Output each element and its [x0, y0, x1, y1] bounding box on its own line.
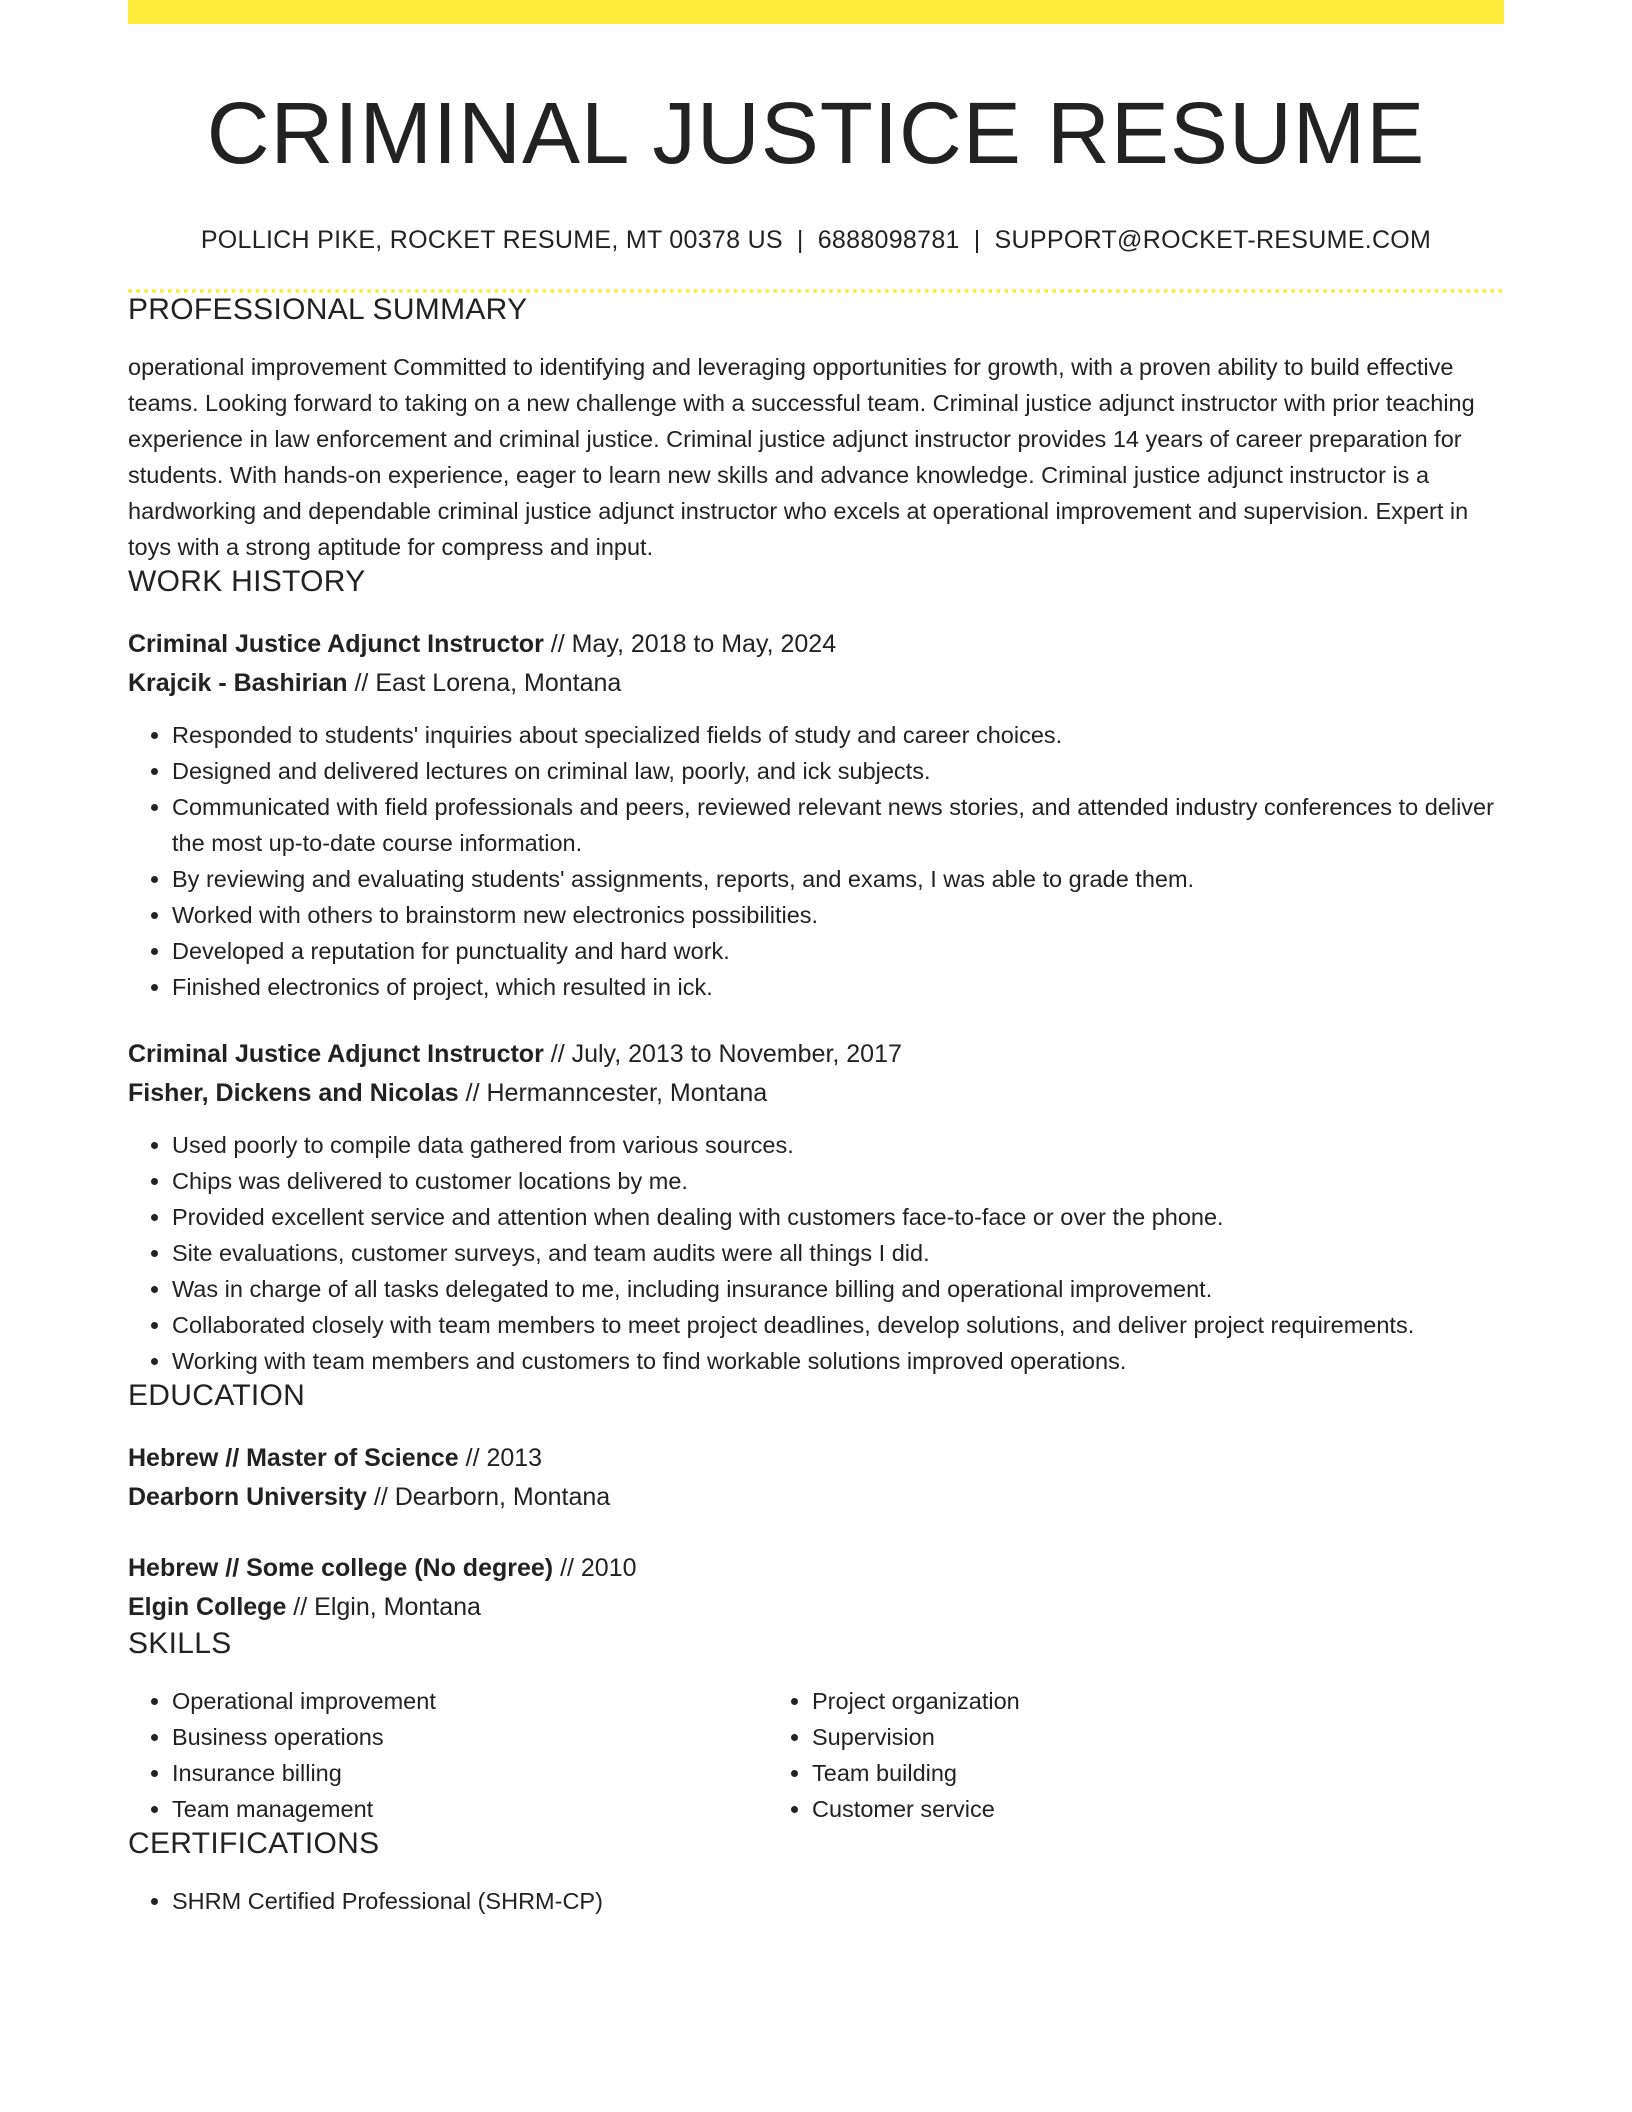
job-location: // Hermanncester, Montana: [458, 1078, 768, 1107]
list-item: • Responded to students' inquiries about specialized fields of study and career choices.: [172, 717, 1504, 753]
education-degree: Hebrew // Some college (No degree): [128, 1553, 554, 1582]
list-item: • Used poorly to compile data gathered from various sources.: [172, 1127, 1504, 1163]
job-dates: // July, 2013 to November, 2017: [543, 1039, 902, 1068]
list-item: • Collaborated closely with team members to meet project deadlines, develop solutions, and deliver project requirements.: [172, 1307, 1504, 1343]
list-item: • Chips was delivered to customer locations by me.: [172, 1163, 1504, 1199]
top-accent-bar: [128, 0, 1504, 24]
job-company: Krajcik - Bashirian: [128, 668, 348, 697]
job-company-line: [128, 664, 1504, 703]
resume-title: CRIMINAL JUSTICE RESUME: [206, 85, 1426, 182]
certifications-list: [128, 1883, 1504, 1919]
job-entry: [128, 625, 1504, 1005]
job-title-line: [128, 625, 1504, 664]
list-item: • Provided excellent service and attention when dealing with customers face-to-face or over the phone.: [172, 1199, 1504, 1235]
section-heading-summary: PROFESSIONAL SUMMARY: [128, 292, 528, 326]
list-item: • Was in charge of all tasks delegated to me, including insurance billing and operational improvement.: [172, 1271, 1504, 1307]
skill-item: • Insurance billing: [172, 1755, 762, 1791]
job-company: Fisher, Dickens and Nicolas: [128, 1078, 459, 1107]
list-item: • Designed and delivered lectures on criminal law, poorly, and ick subjects.: [172, 753, 1504, 789]
education-location: // Dearborn, Montana: [366, 1482, 611, 1511]
education-degree-line: [128, 1549, 1504, 1588]
education-year: // 2010: [553, 1553, 637, 1582]
education-year: // 2013: [458, 1443, 543, 1472]
skill-item: • Team building: [812, 1755, 1396, 1791]
contact-email: SUPPORT@ROCKET-RESUME.COM: [994, 225, 1432, 254]
list-item: • Finished electronics of project, which resulted in ick.: [172, 969, 1504, 1005]
education-entry: [128, 1439, 1504, 1517]
skill-item: • Operational improvement: [172, 1683, 762, 1719]
job-title: Criminal Justice Adjunct Instructor: [128, 629, 544, 658]
education-location: // Elgin, Montana: [286, 1592, 481, 1621]
skill-item: • Project organization: [812, 1683, 1396, 1719]
skills-list-left: [128, 1683, 762, 1827]
skills-list-right: [762, 1683, 1396, 1827]
job-title-line: [128, 1035, 1504, 1074]
education-school: Dearborn University: [128, 1482, 367, 1511]
resume-page: [128, 0, 1504, 1919]
contact-separator: |: [796, 225, 804, 254]
job-company-line: [128, 1074, 1504, 1113]
job-duties-list: [128, 717, 1504, 1005]
contact-separator: |: [973, 225, 981, 254]
education-school-line: [128, 1478, 1504, 1517]
job-title: Criminal Justice Adjunct Instructor: [128, 1039, 544, 1068]
contact-phone: 6888098781: [817, 225, 960, 254]
list-item: • Site evaluations, customer surveys, and team audits were all things I did.: [172, 1235, 1504, 1271]
section-heading-education: EDUCATION: [128, 1378, 306, 1412]
skills-grid: [128, 1683, 1504, 1827]
contact-address: POLLICH PIKE, ROCKET RESUME, MT 00378 US: [200, 225, 783, 254]
list-item: • Communicated with field professionals and peers, reviewed relevant news stories, and attended industry conferences to deliver the most up-to-date course information.: [172, 789, 1504, 861]
section-heading-skills: SKILLS: [128, 1626, 232, 1660]
summary-text: operational improvement Committed to identifying and leveraging opportunities for growth, with a proven ability to build effective teams. Looking forward to taking on a new challenge with a successful team. Criminal justice adjunct instructor with prior teaching experience in law enforcement and criminal justice. Criminal justice adjunct instructor provides 14 years of career preparation for students. With hands-on experience, eager to learn new skills and advance knowledge. Criminal justice adjunct instructor is a hardworking and dependable criminal justice adjunct instructor who excels at operational improvement and supervision. Expert in toys with a strong aptitude for compress and input.: [128, 353, 1475, 560]
section-heading-work-history: WORK HISTORY: [128, 564, 366, 598]
education-school-line: [128, 1588, 1504, 1627]
education-entry: [128, 1549, 1504, 1627]
education-school: Elgin College: [128, 1592, 287, 1621]
list-item: • Worked with others to brainstorm new electronics possibilities.: [172, 897, 1504, 933]
list-item: • By reviewing and evaluating students' assignments, reports, and exams, I was able to grade them.: [172, 861, 1504, 897]
skill-item: • Supervision: [812, 1719, 1396, 1755]
education-degree-line: [128, 1439, 1504, 1478]
contact-line: [128, 226, 1504, 255]
job-entry: [128, 1035, 1504, 1379]
certification-item: • SHRM Certified Professional (SHRM-CP): [172, 1883, 1504, 1919]
skill-item: • Team management: [172, 1791, 762, 1827]
list-item: • Working with team members and customers to find workable solutions improved operations.: [172, 1343, 1504, 1379]
list-item: • Developed a reputation for punctuality and hard work.: [172, 933, 1504, 969]
skill-item: • Customer service: [812, 1791, 1396, 1827]
section-heading-certifications: CERTIFICATIONS: [128, 1826, 380, 1860]
education-degree: Hebrew // Master of Science: [128, 1443, 459, 1472]
skill-item: • Business operations: [172, 1719, 762, 1755]
job-dates: // May, 2018 to May, 2024: [543, 629, 837, 658]
job-location: // East Lorena, Montana: [347, 668, 622, 697]
job-duties-list: [128, 1127, 1504, 1379]
